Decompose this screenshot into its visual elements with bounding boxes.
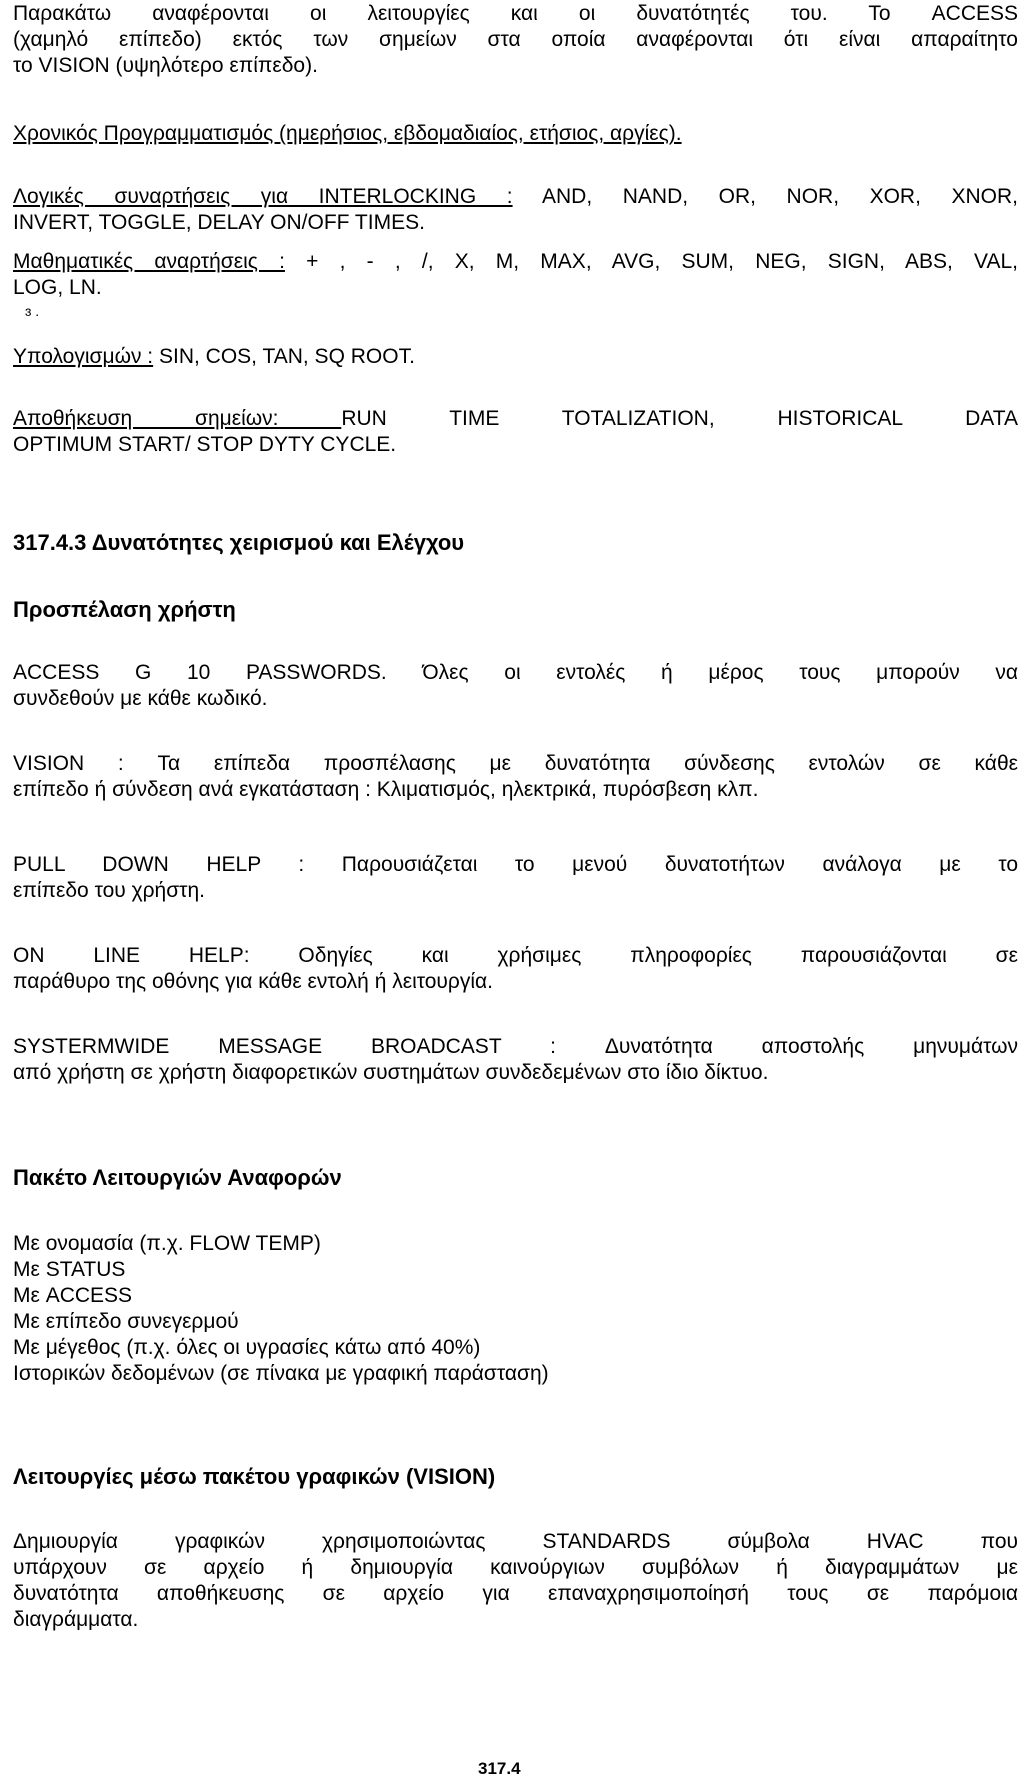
report-item: Με επίπεδο συνεγερμού	[13, 1310, 239, 1333]
vision-line-2: επίπεδο ή σύνδεση ανά εγκατάσταση : Κλιματισμός, ηλεκτρικά, πυρόσβεση κλπ.	[13, 778, 759, 801]
intro-line-1: Παρακάτω αναφέρονται οι λειτουργίες και οι δυνατότητές του. Το ACCESS	[13, 2, 1018, 25]
storage-line-2: OPTIMUM START/ STOP DYTY CYCLE.	[13, 433, 397, 456]
report-item: Με μέγεθος (π.χ. όλες οι υγρασίες κάτω από 40%)	[13, 1336, 481, 1359]
broadcast-line-2: από χρήστη σε χρήστη διαφορετικών συστημάτων συνδεδεμένων στο ίδιο δίκτυο.	[13, 1061, 769, 1084]
section-reports-heading: Πακέτο Λειτουργιών Αναφορών	[13, 1165, 342, 1190]
logic-line-2: INVERT, TOGGLE, DELAY ON/OFF TIMES.	[13, 211, 425, 234]
calc-values: SIN, COS, TAN, SQ ROOT.	[153, 345, 415, 368]
section-control-heading: 317.4.3 Δυνατότητες χειρισμού και Ελέγχου	[13, 530, 465, 555]
calc-label: Υπολογισμών :	[13, 345, 154, 368]
calc-line	[13, 343, 1018, 370]
math-line-2: LOG, LN.	[13, 276, 102, 299]
online-line-2: παράθυρο της οθόνης για κάθε εντολή ή λειτουργία.	[13, 970, 493, 993]
access-line-2: συνδεθούν με κάθε κωδικό.	[13, 687, 268, 710]
intro-line-3: το VISION (υψηλότερο επίπεδο).	[13, 54, 318, 77]
graphics-line-1: Δημιουργία γραφικών χρησιμοποιώντας STANDARDS σύμβολα HVAC που	[13, 1530, 1018, 1553]
graphics-line-3: δυνατότητα αποθήκευσης σε αρχείο για επαναχρησιμοποίησή τους σε παρόμοια	[13, 1582, 1018, 1605]
storage-line-1	[13, 405, 1018, 432]
graphics-line-2: υπάρχουν σε αρχείο ή δημιουργία καινούργιων συμβόλων ή διαγραμμάτων με	[13, 1556, 1018, 1579]
math-line-1	[13, 248, 1018, 275]
page-number: 317.4	[478, 1759, 521, 1778]
graphics-line-4: διαγράμματα.	[13, 1608, 139, 1631]
online-line-1: ON LINE HELP: Οδηγίες και χρήσιμες πληροφορίες παρουσιάζονται σε	[13, 944, 1018, 967]
logic-line-1	[13, 183, 1018, 210]
report-item: Με ACCESS	[13, 1284, 133, 1307]
logic-label: Λογικές συναρτήσεις για INTERLOCKING :	[13, 185, 513, 208]
access-line-1: ACCESS G 10 PASSWORDS. Όλες οι εντολές ή μέρος τους μπορούν να	[13, 661, 1018, 684]
report-item: Με ονομασία (π.χ. FLOW TEMP)	[13, 1232, 321, 1255]
stray-mark: ɜ .	[25, 303, 40, 319]
section-graphics-heading: Λειτουργίες μέσω πακέτου γραφικών (VISION)	[13, 1464, 496, 1489]
math-label: Μαθηματικές αναρτήσεις :	[13, 250, 285, 273]
scheduling-heading: Χρονικός Προγραμματισμός (ημερήσιος, εβδομαδιαίος, ετήσιος, αργίες).	[13, 122, 682, 145]
intro-line-2: (χαμηλό επίπεδο) εκτός των σημείων στα οποία αναφέρονται ότι είναι απαραίτητο	[13, 28, 1018, 51]
vision-line-1: VISION : Τα επίπεδα προσπέλασης με δυνατότητα σύνδεσης εντολών σε κάθε	[13, 752, 1018, 775]
pulldown-line-2: επίπεδο του χρήστη.	[13, 879, 205, 902]
broadcast-line-1: SYSTERMWIDE MESSAGE BROADCAST : Δυνατότητα αποστολής μηνυμάτων	[13, 1035, 1018, 1058]
pulldown-line-1: PULL DOWN HELP : Παρουσιάζεται το μενού δυνατοτήτων ανάλογα με το	[13, 853, 1018, 876]
logic-values: AND, NAND, OR, NOR, XOR, XNOR,	[512, 185, 1019, 208]
storage-label: Αποθήκευση σημείων:	[13, 407, 342, 430]
section-access-heading: Προσπέλαση χρήστη	[13, 597, 236, 622]
storage-values: RUN TIME TOTALIZATION, HISTORICAL DATA	[341, 407, 1018, 430]
report-item: Με STATUS	[13, 1258, 126, 1281]
report-item: Ιστορικών δεδομένων (σε πίνακα με γραφική παράσταση)	[13, 1362, 549, 1385]
math-values: + , - , /, X, M, MAX, AVG, SUM, NEG, SIGN, ABS, VAL,	[284, 250, 1018, 273]
